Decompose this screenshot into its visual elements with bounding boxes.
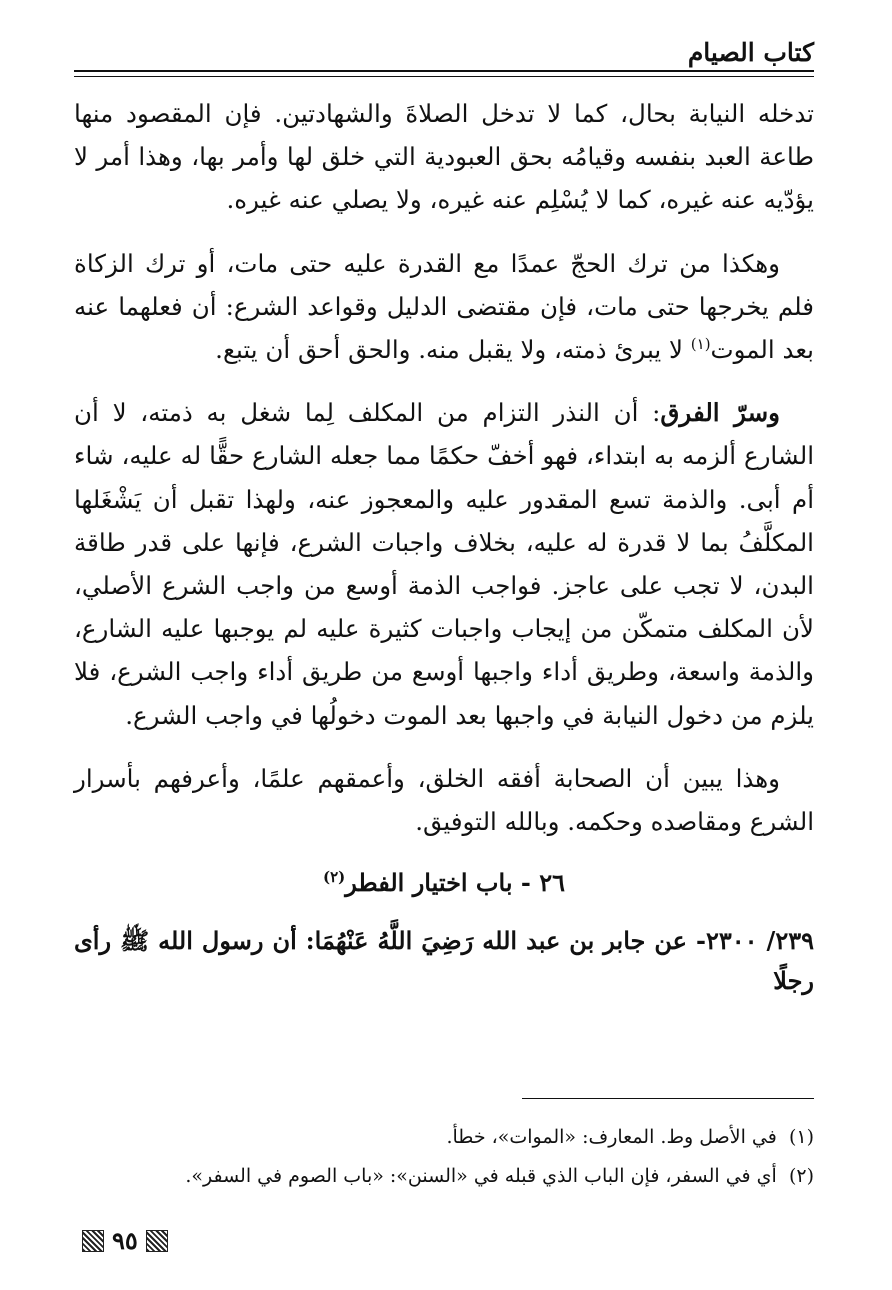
footnote-ref-1[interactable]: (١): [690, 335, 711, 354]
footnote-separator: [522, 1098, 814, 1099]
ornament-icon: [146, 1230, 168, 1252]
footnote-2: [74, 1157, 814, 1196]
page-number: ٩٥: [112, 1226, 138, 1255]
chapter-title: باب اختيار الفطر: [345, 868, 513, 898]
paragraph-2-text-a: وهكذا من ترك الحجّ عمدًا مع القدرة عليه حتى مات، أو ترك الزكاة فلم يخرجها حتى مات، فإن مقتضى الدليل وقواعد الشرع: أن فعلهما عنه بعد الموت: [74, 248, 814, 365]
paragraph-1-text: تدخله النيابة بحال، كما لا تدخل الصلاةَ والشهادتين. فإن المقصود منها طاعة العبد بنفسه وقيامُه بحق العبودية التي خلق لها وأمر بها، وهذا أمر لا يؤدّيه عنه غيره، كما لا يُسْلِم عنه غيره، ولا يصلي عنه غيره.: [74, 99, 814, 215]
folio: [82, 1226, 168, 1255]
footnote-1-text: في الأصل وط. المعارف: «الموات»، خطأ.: [446, 1126, 777, 1148]
paragraph-3: [74, 391, 814, 737]
header-rule-thick: [74, 70, 814, 72]
paragraph-4-text: وهذا يبين أن الصحابة أفقه الخلق، وأعمقهم علمًا، وأعرفهم بأسرار الشرع ومقاصده وحكمه. وبالله التوفيق.: [74, 763, 814, 837]
running-title: كتاب الصيام: [687, 38, 814, 67]
paragraph-2-text-b: لا يبرئ ذمته، ولا يقبل منه. والحق أحق أن يتبع.: [215, 335, 691, 365]
chapter-number: ٢٦ -: [520, 868, 565, 898]
hadith-opening: ٢٣٩/ ٢٣٠٠- عن جابر بن عبد الله رَضِيَ اللَّهُ عَنْهُمَا: أن رسول الله ﷺ رأى رجلًا: [74, 926, 814, 996]
paragraph-3-text: : أن النذر التزام من المكلف لِما شغل به ذمته، لا أن الشارع ألزمه به ابتداء، فهو أخفّ حكمًا مما جعله الشارع حقًّا له عليه، شاء أم أبى. والذمة تسع المقدور عليه والمعجوز عنه، ولهذا تقبل أن يَشْغَلها المكلَّفُ بما لا قدرة له عليه، بخلاف واجبات الشرع، فإنها على قدر طاقة البدن، لا تجب على عاجز. فواجب الذمة أوسع من واجب الشرع الأصلي، لأن المكلف متمكّن من إيجاب واجبات كثيرة عليه لم يوجبها عليه الشارع، والذمة واسعة، وطريق أداء واجبها أوسع من طريق أداء واجب الشرع، فلا يلزم من دخول النيابة في واجبها بعد الموت دخولُها في واجب الشرع.: [74, 398, 814, 730]
footnote-1: [74, 1118, 814, 1157]
book-page: [74, 34, 814, 1264]
header-rule-thin: [74, 76, 814, 77]
footnote-ref-2[interactable]: (٢): [323, 868, 346, 887]
footnotes: [74, 1118, 814, 1196]
chapter-heading: [74, 863, 814, 903]
footnote-2-text: أي في السفر، فإن الباب الذي قبله في «السنن»: «باب الصوم في السفر».: [185, 1165, 777, 1187]
paragraph-4: [74, 757, 814, 843]
paragraph-2: [74, 242, 814, 372]
footnote-2-marker: (٢): [788, 1165, 814, 1187]
footnote-1-marker: (١): [788, 1126, 814, 1148]
paragraph-1: [74, 92, 814, 222]
ornament-icon: [82, 1230, 104, 1252]
body-text: [74, 92, 814, 1021]
paragraph-3-lead: وسرّ الفرق: [660, 398, 781, 428]
